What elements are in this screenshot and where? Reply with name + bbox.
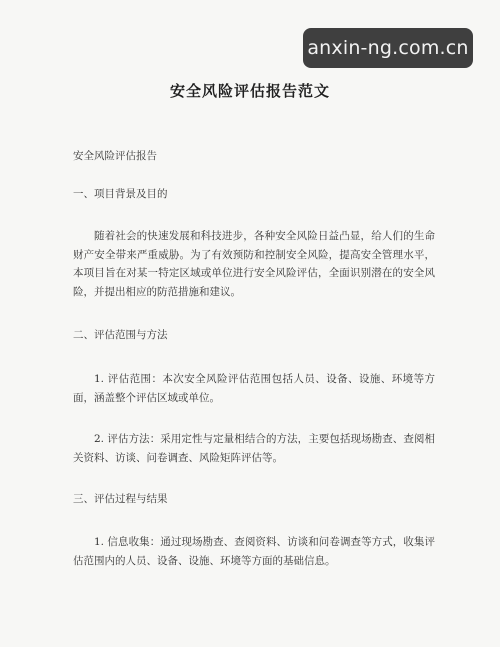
section-2-item-2: 2. 评估方法：采用定性与定量相结合的方法，主要包括现场勘查、查阅相关资料、访谈、问卷调查、风险矩阵评估等。	[73, 433, 435, 464]
section-3-heading: 三、评估过程与结果	[73, 493, 168, 505]
watermark-badge: anxin-ng.com.cn	[303, 28, 473, 68]
section-3-item-1: 1. 信息收集：通过现场勘查、查阅资料、访谈和问卷调查等方式，收集评估范围内的人员、设备、设施、环境等方面的基础信息。	[73, 536, 435, 567]
section-1-body: 随着社会的快速发展和科技进步，各种安全风险日益凸显，给人们的生命财产安全带来严重威胁。为了有效预防和控制安全风险，提高安全管理水平，本项目旨在对某一特定区域或单位进行安全风险评估，全面识别潜在的安全风险，并提出相应的防范措施和建议。	[73, 230, 435, 298]
report-subtitle: 安全风险评估报告	[73, 150, 157, 162]
section-1-heading: 一、项目背景及目的	[73, 188, 168, 200]
document-title: 安全风险评估报告范文	[169, 82, 330, 100]
section-2-heading: 二、评估范围与方法	[73, 329, 168, 341]
section-2-item-1: 1. 评估范围：本次安全风险评估范围包括人员、设备、设施、环境等方面，涵盖整个评估区域或单位。	[73, 373, 435, 404]
